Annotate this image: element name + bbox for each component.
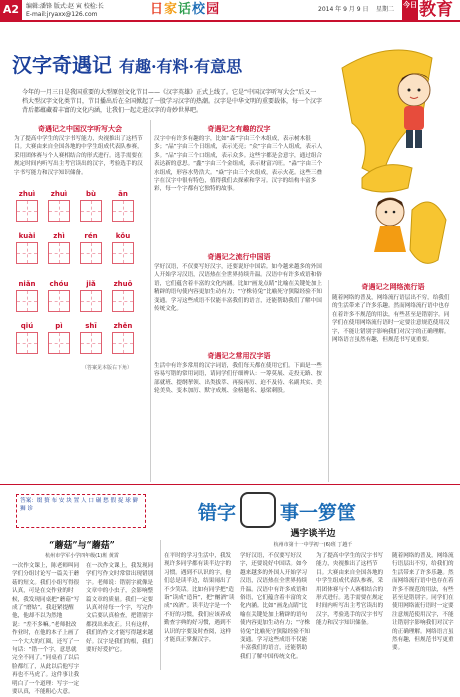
pinyin-label: kǒu [115, 232, 131, 240]
story2-text-b: 学好汉语，不仅要写好汉字，还要说好中国话。如今越来越多的外国人开始学习汉语，汉语热在全世界持续升温。汉语中有许多成语和俗语，它们蕴含着丰富的文化内涵。比如“画龙点睛”比喻在关键处加上精辟的语句使内容更加生动有力；“守株待兔”比喻死守狭隘经验不知变通。学习这些成语不仅能丰富我们的语言，还能帮助我们了解中国传统文化。 [240, 553, 311, 660]
writing-box[interactable] [80, 200, 102, 222]
writing-box[interactable] [16, 290, 38, 312]
email[interactable]: E-mail:jryaxx@126.com [26, 11, 98, 18]
story2-text-d: 随着网络的普及，网络流行语层出不穷，给我们的生活带来了许多乐趣。然而网络流行语中也存在着许多不规范的用法，有些甚至是错别字。同学们在使用网络流行语时一定要注意规范使用汉字，不能让错别字影响我们对汉字的正确理解。网络语言虽然有趣，但规范书写更重要。 [392, 553, 454, 652]
pinyin-label: zhuō [113, 280, 133, 288]
writing-box[interactable] [112, 290, 134, 312]
pinyin-label: qiú [20, 322, 34, 330]
pinyin-label: zhuì [18, 190, 36, 198]
section-rule [0, 484, 460, 485]
issue-weekday: 星期二 [376, 6, 395, 13]
story2-byline: 杭州市第十一中学初一(6)班 丁越千 [273, 542, 353, 548]
section-text-4: 生活中有许多常用的汉字词语，我们每天都在使用它们。下面是一些容易写错的常用词语，请同学们仔细辨认：一筹莫展、走投无路、按部就班、提纲挈领、出类拔萃、再接再厉、迫不及待、名副其实、美轮美奂、变本加厉、默守成规、金榜题名、悬梁刺股。 [154, 363, 322, 395]
story-divider [160, 540, 161, 670]
writing-box[interactable] [16, 242, 38, 264]
writing-box[interactable] [48, 200, 70, 222]
headline [12, 52, 242, 80]
promo-box [16, 494, 146, 528]
brand-name: 教育 [419, 0, 453, 20]
writing-box[interactable] [80, 332, 102, 354]
section-text-2: 汉字中有许多有趣的字，比如“森”字由三个木组成，表示树木很多；“晶”字由三个日组成，表示光亮；“众”字由三个人组成，表示人多。“品”字由三个口组成，表示众多。这些字都是会意字，通过组合表达新的意思。“鑫”字由三个金组成，表示财富兴旺。“淼”字由三个水组成，形容水势浩大。“焱”字由三个火组成，表示火花。这些三叠字在汉字中很有特色，值得我们去探索和学习。汉字的结构丰富多彩，每一个字都有它独特的故事。 [154, 136, 323, 193]
column-divider-2 [328, 280, 329, 482]
banner-left: 错字 [198, 502, 237, 524]
headline-sub: 有趣·有料·有意思 [118, 57, 243, 76]
pinyin-label: zhì [53, 232, 65, 240]
pinyin-label: chóu [49, 280, 69, 288]
brand-badge: 今日 [402, 0, 418, 20]
section-title-2: 奇遇记之有趣的汉字 [207, 125, 271, 133]
writing-box[interactable] [48, 332, 70, 354]
story1-byline: 杭州市学军小学四年级(1)班 黄霄 [45, 553, 119, 559]
pinyin-label: rén [84, 232, 98, 240]
pinyin-label: zhěn [113, 322, 133, 330]
story2-text-a: 在平时的学习生活中，我发现许多同学都有读半边字的习惯。遇到不认识的字，他们总是读半边，结果闹出了不少笑话。比如有同学把“造诣”读成“造旨”，把“酗酒”读成“凶酒”。读半边字是一个不好的习惯，我们应该养成勤查字典的好习惯，遇到不认识的字要及时查阅，这样才能真正掌握汉字。 [164, 553, 235, 644]
story2-text-c: 为了提高中学生的汉字书写能力，央视推出了这档节目。大赛由来自全国各地的中学生组成代表队参赛，采用团体赛与个人赛相结合的形式进行。选手需要在规定时间内听写出主考官读出的汉字，考验选手的汉字书写能力和汉字知识储备。 [316, 553, 384, 627]
story1-text-a: 一次作文课上，陈老师叫同学们分组讨论写一篇关于蘑菇的短文。我们小组写得很认真，可是在交作业的时候，我发现同桌把“蘑菇”写成了“磨姑”。我赶紧提醒他，他却不以为然地说：“差不多嘛。”老师批改作业时，在他的本子上画了一个大大的红圈，还写了一句话：“错一个字，意思就完全不同了。”同桌看了以后脸都红了，从此以后他写字再也不马虎了。这件事让我明白了一个道理：写字一定要认真，不能粗心大意。 [12, 563, 80, 696]
section-text-5: 随着网络的普及，网络流行语层出不穷，给我们的生活带来了许多乐趣。然而网络流行语中也存在着许多不规范的用法，有些甚至是错别字。同学们在使用网络流行语时一定要注意规范使用汉字，不能让错别字影响我们对汉字的正确理解。网络语言虽然有趣，但规范书写更重要。 [332, 295, 450, 344]
section-text-1: 为了提高中学生的汉字书写能力，央视推出了这档节目。大赛由来自全国各地的中学生组成代表队参赛，采用团体赛与个人赛相结合的形式进行。选手需要在规定时间内听写出主考官读出的汉字，考验选手的汉字书写能力和汉字知识储备。 [14, 136, 143, 176]
banner-illustration [240, 492, 276, 528]
writing-box[interactable] [48, 290, 70, 312]
pinyin-label: niǎn [18, 280, 36, 288]
headline-main: 汉字奇遇记 [12, 53, 112, 77]
writing-box[interactable] [16, 332, 38, 354]
cartoon-girl-illustration [352, 190, 452, 280]
story1-title: “蘑菇”与“蘑菇” [49, 541, 115, 551]
section-title-5: 奇遇记之网络流行语 [361, 283, 425, 291]
pinyin-label: jiǎ [86, 280, 96, 288]
editor-credits: 编辑:潘锋 版式:赵 寅 校检:长 [26, 3, 104, 10]
writing-box[interactable] [80, 242, 102, 264]
header-bar [0, 0, 460, 22]
section-title-1: 奇遇记之中国汉字听写大会 [38, 125, 122, 133]
story1-text-b: 在一次作文课上，我发现同学们写作文时常常出现错别字。老师说：错别字就像是文章中的小虫子，会影响整篇文章的质量。我们一定要认真对待每一个字，写完作文后要认真检查，把错别字都找出来改正。只有这样，我们的作文才能写得越来越好。汉字是我们的根，我们要好好爱护它。 [86, 563, 154, 654]
section-title-4: 奇遇记之常用汉字语 [207, 352, 271, 360]
column-logo: 日家话校园 [150, 2, 221, 17]
writing-box[interactable] [112, 200, 134, 222]
page-number: A2 [0, 0, 22, 20]
promo-text: 答案：缀 赘 布 安 块 置 人 口 碾 愁 假 捉 球 僻 狮 诊 [20, 498, 139, 513]
pinyin-label: zhuì [50, 190, 68, 198]
pinyin-label: ān [118, 190, 128, 198]
pinyin-label: kuài [18, 232, 36, 240]
intro-paragraph: 今年的一月三日是我国重要的大型原创文化节目——《汉字英雄》正式上线了。它是“中国汉字听写大会”后又一档大型汉字文化类节目，节目播出后在全国掀起了一股学习汉字的热潮。汉字是中华文明的重要载体，每一个汉字背后都蕴藏着丰富的文化内涵，让我们一起走进汉字的奇妙世界吧。 [22, 89, 323, 114]
column-divider [150, 120, 151, 482]
writing-box[interactable] [112, 332, 134, 354]
issue-date: 2014 年 9 月 9 日 [318, 6, 369, 13]
story2-title: 遇字谈半边 [290, 529, 336, 539]
writing-box[interactable] [48, 242, 70, 264]
writing-box[interactable] [80, 290, 102, 312]
section-title-3: 奇遇记之流行中国语 [207, 253, 271, 261]
feature-banner [198, 496, 356, 532]
grid-caption: （答案见本版右下角） [82, 365, 133, 371]
cartoon-kids-illustration [322, 28, 460, 200]
writing-box[interactable] [16, 200, 38, 222]
section-text-3: 学好汉语，不仅要写好汉字，还要说好中国话。如今越来越多的外国人开始学习汉语，汉语热在全世界持续升温。汉语中有许多成语和俗语，它们蕴含着丰富的文化内涵。比如“画龙点睛”比喻在关键处加上精辟的语句使内容更加生动有力；“守株待兔”比喻死守狭隘经验不知变通。学习这些成语不仅能丰富我们的语言，还能帮助我们了解中国传统文化。 [154, 264, 323, 313]
pinyin-label: bù [86, 190, 96, 198]
banner-right: 事一箩筐 [280, 502, 357, 524]
writing-box[interactable] [112, 242, 134, 264]
pinyin-label: pì [55, 322, 63, 330]
pinyin-label: shī [85, 322, 97, 330]
